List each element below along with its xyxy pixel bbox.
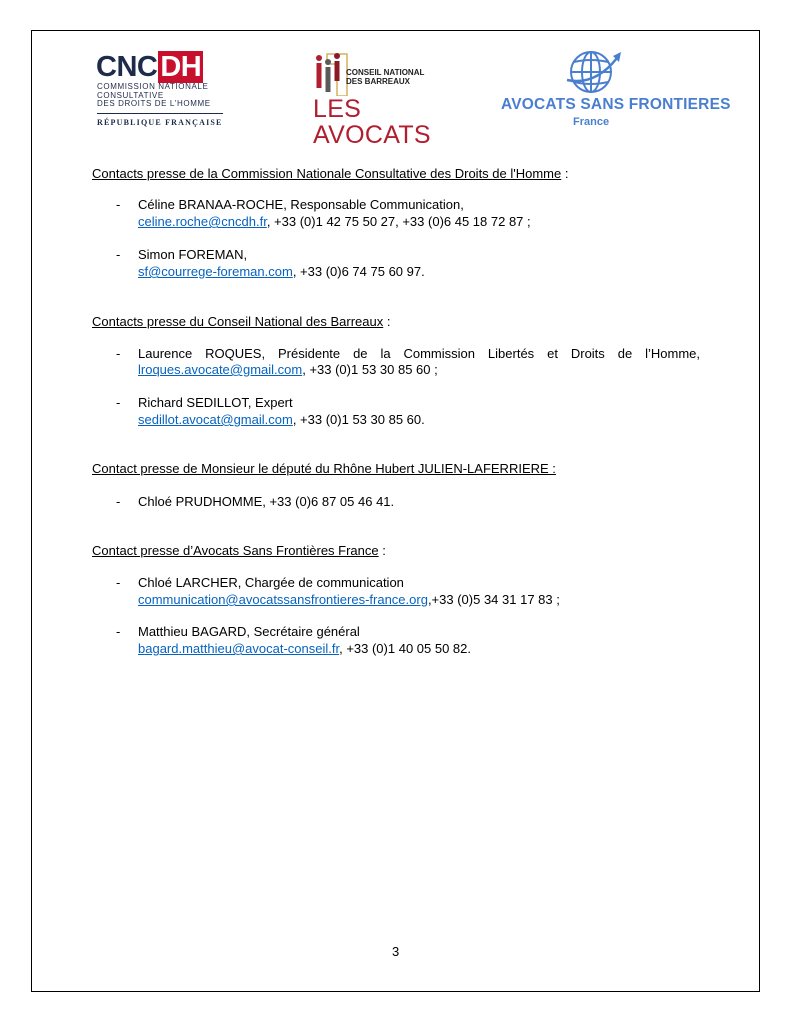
- cnb-logo: [313, 50, 453, 149]
- email-link[interactable]: communication@avocatssansfrontieres-france.org: [138, 592, 428, 607]
- cncdh-divider: [97, 113, 223, 114]
- cnb-fullname: CONSEIL NATIONAL DES BARREAUX: [346, 68, 425, 86]
- cncdh-fullname: COMMISSION NATIONALE CONSULTATIVE DES DROITS DE L'HOMME: [97, 82, 211, 108]
- email-link[interactable]: sedillot.avocat@gmail.com: [138, 412, 293, 427]
- bullet: -: [116, 395, 121, 410]
- contact-details: celine.roche@cncdh.fr, +33 (0)1 42 75 50 27, +33 (0)6 45 18 72 87 ;: [138, 214, 531, 229]
- email-link[interactable]: sf@courrege-foreman.com: [138, 264, 293, 279]
- bullet: -: [116, 346, 121, 361]
- bullet: -: [116, 494, 121, 509]
- contact-name: Céline BRANAA-ROCHE, Responsable Communication,: [138, 197, 464, 212]
- cnb-emblem-icon: [315, 52, 349, 96]
- section-heading-depute: Contact presse de Monsieur le député du Rhône Hubert JULIEN-LAFERRIERE :: [92, 461, 556, 476]
- bullet: -: [116, 197, 121, 212]
- asf-logo: [497, 46, 731, 132]
- contact-name: Matthieu BAGARD, Secrétaire général: [138, 624, 360, 639]
- contact-details: communication@avocatssansfrontieres-france.org,+33 (0)5 34 31 17 83 ;: [138, 592, 560, 607]
- contact-name: Chloé LARCHER, Chargée de communication: [138, 575, 404, 590]
- email-link[interactable]: bagard.matthieu@avocat-conseil.fr: [138, 641, 340, 656]
- contact-details: sf@courrege-foreman.com, +33 (0)6 74 75 60 97.: [138, 264, 425, 279]
- contact-details: sedillot.avocat@gmail.com, +33 (0)1 53 30 85 60.: [138, 412, 425, 427]
- cncdh-republique: RÉPUBLIQUE FRANÇAISE: [97, 118, 223, 127]
- bullet: -: [116, 575, 121, 590]
- bullet: -: [116, 624, 121, 639]
- contact-name: Chloé PRUDHOMME, +33 (0)6 87 05 46 41.: [138, 494, 395, 509]
- globe-icon: [565, 46, 625, 96]
- page-number: 3: [392, 944, 400, 959]
- cnb-wordmark: LES AVOCATS: [313, 95, 431, 149]
- contact-name: Laurence ROQUES, Présidente de la Commission Libertés et Droits de l’Homme,: [138, 346, 700, 361]
- bullet: -: [116, 247, 121, 262]
- contact-details: bagard.matthieu@avocat-conseil.fr, +33 (0)1 40 05 50 82.: [138, 641, 471, 656]
- cncdh-acronym: CNC DH: [96, 51, 202, 83]
- email-link[interactable]: lroques.avocate@gmail.com: [138, 362, 303, 377]
- section-heading-cncdh: Contacts presse de la Commission Nationale Consultative des Droits de l'Homme :: [92, 166, 569, 181]
- asf-wordmark: AVOCATS SANS FRONTIERES: [501, 96, 731, 113]
- contact-name: Simon FOREMAN,: [138, 247, 248, 262]
- section-heading-cnb: Contacts presse du Conseil National des Barreaux :: [92, 314, 391, 329]
- cncdh-logo: [96, 52, 226, 128]
- section-heading-asf: Contact presse d’Avocats Sans Frontières France :: [92, 543, 386, 558]
- email-link[interactable]: celine.roche@cncdh.fr: [138, 214, 267, 229]
- contact-name: Richard SEDILLOT, Expert: [138, 395, 293, 410]
- asf-country: France: [573, 116, 610, 128]
- contact-details: lroques.avocate@gmail.com, +33 (0)1 53 30 85 60 ;: [138, 362, 438, 377]
